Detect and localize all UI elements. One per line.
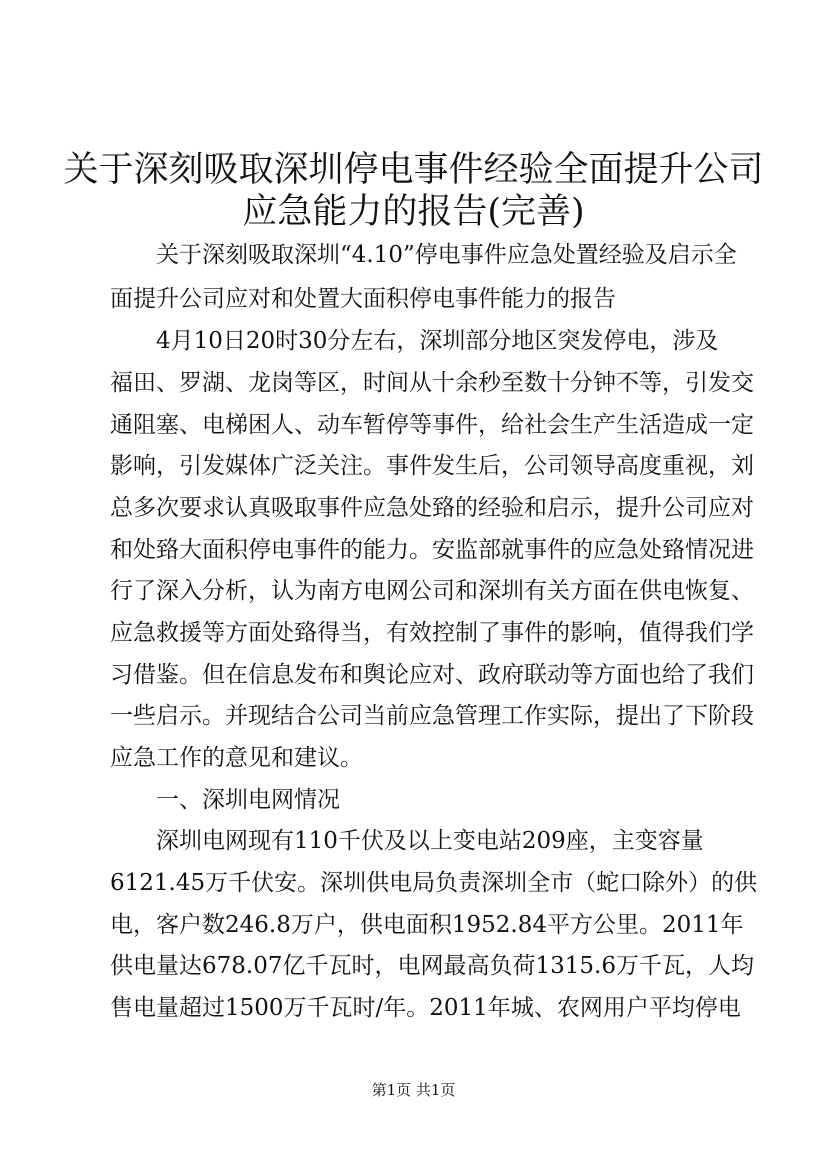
document-title-line-2: 应急能力的报告(完善) (242, 192, 585, 232)
document-title-line-1: 关于深刻吸取深圳停电事件经验全面提升公司 (63, 150, 764, 190)
body-line: 供电量达678.07亿千瓦时，电网最高负荷1315.6万千瓦，人均 (110, 953, 754, 979)
body-line: 总多次要求认真吸取事件应急处臵的经验和启示，提升公司应对 (110, 495, 754, 521)
body-line: 电，客户数246.8万户，供电面积1952.84平方公里。2011年 (110, 912, 744, 938)
body-line: 6121.45万千伏安。深圳供电局负责深圳全市（蛇口除外）的供 (110, 870, 758, 896)
body-line: 和处臵大面积停电事件的能力。安监部就事件的应急处臵情况进 (110, 537, 754, 563)
page-footer: 第1页 共1页 (371, 1081, 456, 1099)
body-line: 通阻塞、电梯困人、动车暂停等事件，给社会生产生活造成一定 (110, 412, 754, 438)
body-line: 面提升公司应对和处置大面积停电事件能力的报告 (110, 286, 616, 312)
body-line: 应急救援等方面处臵得当，有效控制了事件的影响，值得我们学 (110, 620, 754, 646)
body-line: 行了深入分析，认为南方电网公司和深圳有关方面在供电恢复、 (110, 578, 754, 604)
body-line: 影响，引发媒体广泛关注。事件发生后，公司领导高度重视，刘 (110, 453, 754, 479)
body-line: 关于深刻吸取深圳“4.10”停电事件应急处置经验及启示全 (156, 242, 737, 268)
body-line: 4月10日20时30分左右，深圳部分地区突发停电，涉及 (156, 328, 719, 354)
body-line: 习借鉴。但在信息发布和舆论应对、政府联动等方面也给了我们 (110, 662, 754, 688)
section-heading: 一、深圳电网情况 (156, 787, 340, 813)
body-line: 一些启示。并现结合公司当前应急管理工作实际，提出了下阶段 (110, 703, 754, 729)
body-line: 福田、罗湖、龙岗等区，时间从十余秒至数十分钟不等，引发交 (110, 370, 754, 396)
body-line: 应急工作的意见和建议。 (110, 745, 363, 771)
body-line: 售电量超过1500万千瓦时/年。2011年城、农网用户平均停电 (110, 995, 741, 1021)
body-line: 深圳电网现有110千伏及以上变电站209座，主变容量 (156, 828, 704, 854)
